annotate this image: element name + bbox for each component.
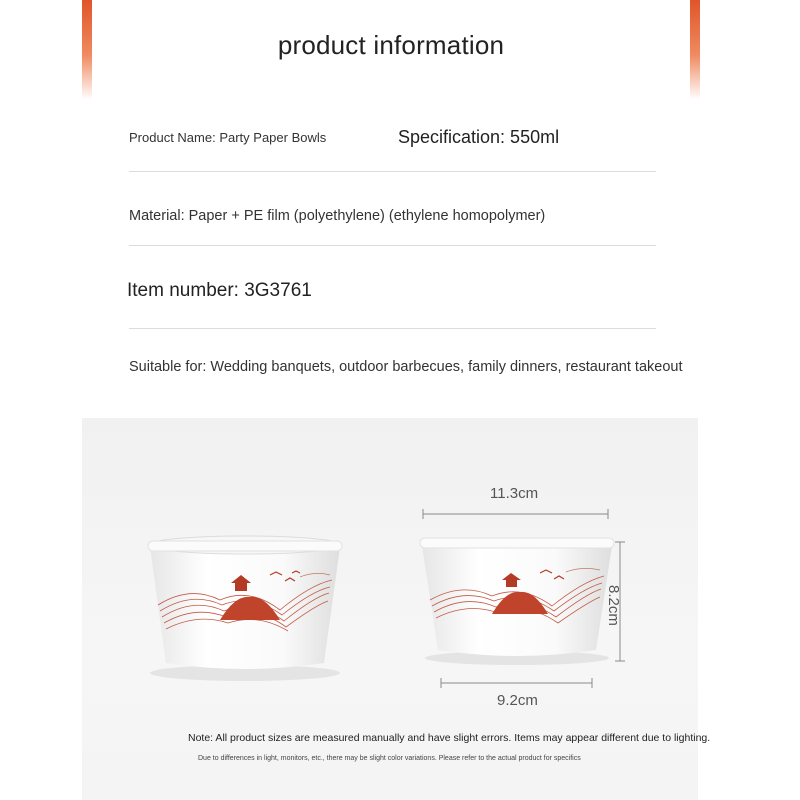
suitable-for-text: Suitable for: Wedding banquets, outdoor barbecues, family dinners, restaurant takeout <box>129 359 683 375</box>
size-note: Note: All product sizes are measured manually and have slight errors. Items may appear different due to lighting. <box>188 732 711 744</box>
height-label: 8.2cm <box>605 585 622 626</box>
item-number-text: Item number: 3G3761 <box>127 280 312 301</box>
material-text: Material: Paper + PE film (polyethylene) (ethylene homopolymer) <box>129 208 546 224</box>
page-title: product information <box>277 30 505 60</box>
bottom-diameter-label: 9.2cm <box>497 692 538 709</box>
top-diameter-label: 11.3cm <box>490 485 539 502</box>
color-note: Due to differences in light, monitors, etc., there may be slight color variations. Please refer to the actual product for specifics <box>198 755 581 762</box>
product-name-text: Product Name: Party Paper Bowls <box>129 130 327 145</box>
specification-text: Specification: 550ml <box>398 127 560 147</box>
